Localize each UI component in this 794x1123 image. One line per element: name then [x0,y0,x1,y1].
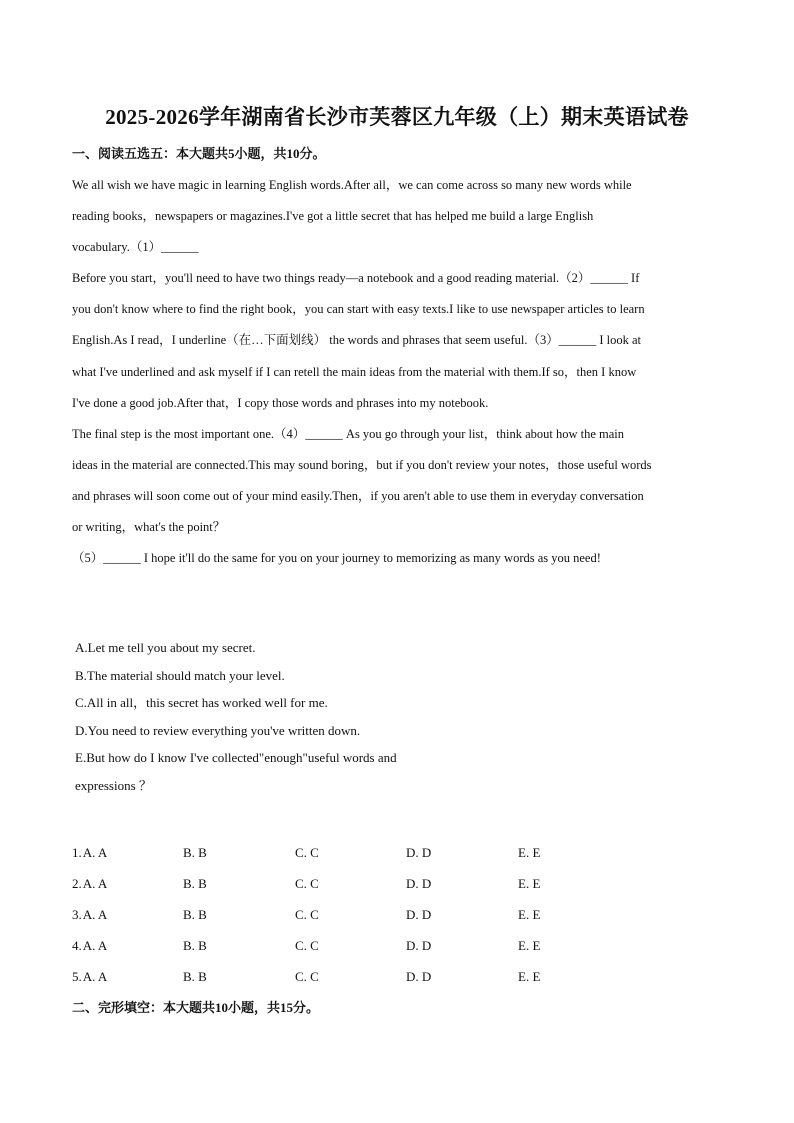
answer-choice-d[interactable]: D. D [406,907,432,922]
passage-line: vocabulary.（1）______ [72,240,199,254]
answer-choice-d[interactable]: D. D [406,969,432,984]
answer-choice-a[interactable] [72,905,107,925]
answer-choice-c[interactable]: C. C [295,876,319,891]
section-2-heading: 二、完形填空：本大题共10小题，共15分。 [72,1000,320,1015]
page-title: 2025-2026学年湖南省长沙市芙蓉区九年级（上）期末英语试卷 [105,105,689,129]
passage-line: ideas in the material are connected.This may sound boring，but if you don't review your notes，those useful words [72,458,652,472]
passage-line: The final step is the most important one.（4）______ As you go through your list，think about how the main [72,427,625,441]
passage-line: I've done a good job.After that，I copy those words and phrases into my notebook. [72,396,489,410]
answer-choice-c[interactable]: C. C [295,845,319,860]
passage-line: （5）______ I hope it'll do the same for you on your journey to memorizing as many words as you need! [72,551,601,565]
passage-line: English.As I read，I underline（在…下面划线） the words and phrases that seem useful.（3）______ I look at [72,333,641,347]
choice-label: A. A [82,907,108,922]
section-1-heading: 一、阅读五选五：本大题共5小题，共10分。 [72,146,326,161]
answer-choice-d[interactable]: D. D [406,845,432,860]
choice-label: A. A [82,845,108,860]
answer-choice-e[interactable]: E. E [518,845,541,860]
passage-line: We all wish we have magic in learning English words.After all，we can come across so many new words while [72,178,632,192]
answer-choice-c[interactable]: C. C [295,907,319,922]
answer-choice-c[interactable]: C. C [295,969,319,984]
answer-choice-e[interactable]: E. E [518,938,541,953]
question-number: 1. [72,845,82,860]
passage-line: reading books，newspapers or magazines.I've got a little secret that has helped me build a large English [72,209,594,223]
answer-choice-a[interactable] [72,874,107,894]
option-list [75,638,397,803]
answer-choice-d[interactable]: D. D [406,876,432,891]
answer-choice-b[interactable]: B. B [183,845,207,860]
choice-label: A. A [82,938,108,953]
passage-line: you don't know where to find the right book，you can start with easy texts.I like to use newspaper articles to learn [72,302,645,316]
answer-choice-b[interactable]: B. B [183,907,207,922]
passage-line: or writing，what's the point？ [72,520,226,534]
answer-choice-a[interactable] [72,967,107,987]
answer-choice-d[interactable]: D. D [406,938,432,953]
question-number: 4. [72,938,82,953]
passage-line: Before you start，you'll need to have two things ready—a notebook and a good reading material.（2）______ If [72,271,640,285]
answer-choice-b[interactable]: B. B [183,938,207,953]
question-number: 5. [72,969,82,984]
answer-choice-c[interactable]: C. C [295,938,319,953]
option-e: E.But how do I know I've collected"enough"useful words and [75,750,397,765]
answer-choice-a[interactable] [72,936,107,956]
question-number: 2. [72,876,82,891]
passage-line: and phrases will soon come out of your mind easily.Then，if you aren't able to use them in everyday conversation [72,489,644,503]
answer-choice-e[interactable]: E. E [518,969,541,984]
choice-label: A. A [82,969,108,984]
answer-choice-e[interactable]: E. E [518,876,541,891]
option-e-continued: expressions ？ [75,777,152,793]
choice-label: A. A [82,876,108,891]
option-a: A.Let me tell you about my secret. [75,640,256,655]
option-c: C.All in all，this secret has worked well for me. [75,695,328,710]
question-number: 3. [72,907,82,922]
answer-choice-b[interactable]: B. B [183,969,207,984]
option-d: D.You need to review everything you've written down. [75,722,361,738]
option-b: B.The material should match your level. [75,667,285,683]
answer-choice-b[interactable]: B. B [183,876,207,891]
passage-line: what I've underlined and ask myself if I can retell the main ideas from the material with them.If so，then I know [72,365,637,379]
answer-choice-e[interactable]: E. E [518,907,541,922]
answer-choice-a[interactable] [72,843,107,863]
